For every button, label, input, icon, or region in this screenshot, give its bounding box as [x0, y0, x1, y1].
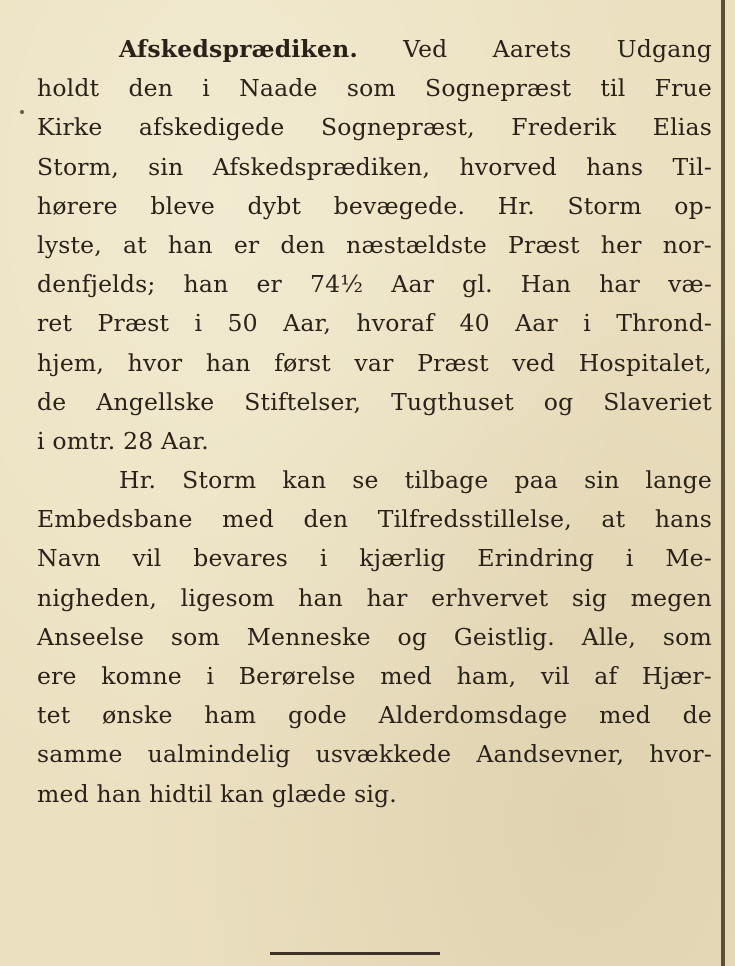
article-end-rule [270, 952, 440, 955]
column-rule [721, 0, 725, 966]
text-line: Navn vil bevares i kjærlig Erindring i Me- [37, 544, 712, 573]
text-line: hjem, hvor han først var Præst ved Hospitalet, [37, 348, 712, 377]
text-line: Kirke afskedigede Sognepræst, Frederik Elias [37, 113, 712, 142]
ink-speck [20, 110, 24, 114]
article-body [37, 30, 712, 814]
text-line: Hr. Storm kan se tilbage paa sin lange [119, 466, 712, 495]
text-line: Storm, sin Afskedsprædiken, hvorved hans Til- [37, 152, 712, 181]
text-line: ret Præst i 50 Aar, hvoraf 40 Aar i Thrond- [37, 309, 712, 338]
text-line: ere komne i Berørelse med ham, vil af Hjær- [37, 662, 712, 690]
text-line: nigheden, ligesom han har erhvervet sig megen [37, 583, 712, 612]
text-line: Embedsbane med den Tilfredsstillelse, at hans [37, 505, 712, 534]
text-line: holdt den i Naade som Sognepræst til Frue [37, 74, 712, 103]
text-line: samme ualmindelig usvækkede Aandsevner, hvor- [37, 740, 712, 769]
paragraph [37, 30, 712, 461]
paragraph [37, 461, 712, 814]
text-line: Afskedsprædiken. Ved Aarets Udgang [119, 35, 712, 63]
text-line: Anseelse som Menneske og Geistlig. Alle, som [37, 622, 712, 651]
text-line: tet ønske ham gode Alderdomsdage med de [37, 701, 712, 730]
text-line: lyste, at han er den næstældste Præst her nor- [37, 230, 712, 259]
text-line: de Angellske Stiftelser, Tugthuset og Slaveriet [37, 387, 712, 416]
text-line: i omtr. 28 Aar. [37, 426, 209, 455]
text-line: med han hidtil kan glæde sig. [37, 779, 397, 808]
text-line: hørere bleve dybt bevægede. Hr. Storm op- [37, 191, 712, 220]
text-line: denfjelds; han er 74½ Aar gl. Han har væ- [37, 270, 712, 299]
